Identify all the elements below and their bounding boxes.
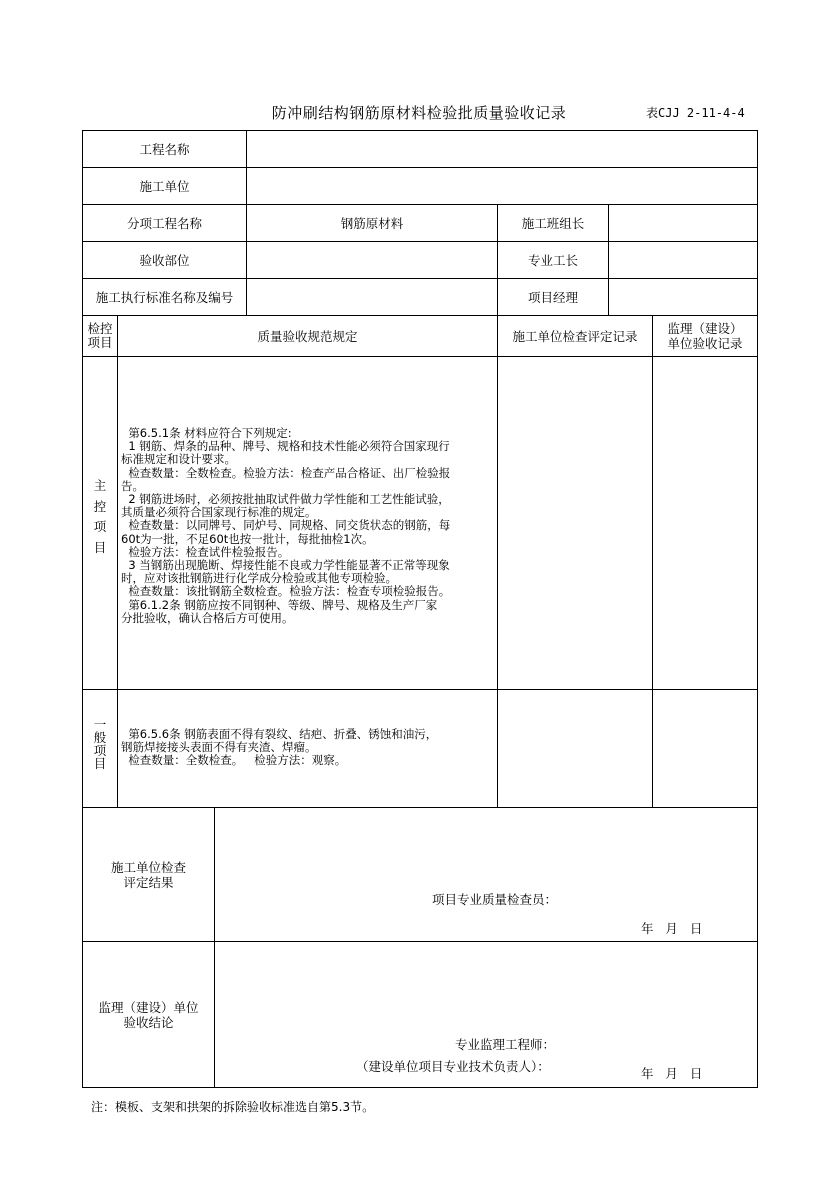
standard-label: 施工执行标准名称及编号 — [95, 289, 234, 305]
project-name-value[interactable] — [247, 131, 757, 167]
team-leader-value[interactable] — [609, 205, 757, 241]
main-items-spec: 第6.5.1条 材料应符合下列规定: 1 钢筋、焊条的品种、牌号、规格和技术性能必须符合国家现行 标准规定和设计要求。 检查数量：全数检查。检验方法：检查产品合格证、出厂检验报 告。 2 钢筋进场时，必须按批抽取试件做力学性能和工艺性能试验， 其质量必须符合国家现行标准的规定。 检查数量：以同牌号、同炉号、同规格、同交货状态的钢筋，每 60t为一批，不足60t也按一批计，每批抽检1次。 检验方法：检查试件检验报告。 3 当钢筋出现脆断、焊接性能不良或力学性能显著不正常等现象 时，应对该批钢筋进行化学成分检验或其他专项检验。 检查数量：该批钢筋全数检查。检验方法：检查专项检验报告。 第6.1.2条 钢筋应按不同钢种、等级、牌号、规格及生产厂家 分批验收，确认合格后方可使用。 — [121, 426, 451, 625]
contractor-result-label: 施工单位检查 评定结果 — [110, 859, 186, 890]
supervisor-date: 年 月 日 — [641, 1065, 703, 1081]
main-items-contractor-record[interactable] — [498, 357, 652, 689]
inspection-part-value[interactable] — [247, 242, 497, 278]
quality-inspector-label: 项目专业质量检查员： — [432, 891, 558, 907]
general-items-label: 一 般 项 目 — [93, 717, 107, 771]
sub-project-label: 分项工程名称 — [126, 215, 202, 231]
col-divider — [214, 807, 215, 1087]
contractor-record-header: 施工单位检查评定记录 — [512, 328, 638, 344]
contractor-date: 年 月 日 — [641, 920, 703, 936]
owner-representative-label: （建设单位项目专业技术负责人）： — [356, 1058, 550, 1074]
page-title: 防冲刷结构钢筋原材料检验批质量验收记录 — [271, 104, 567, 122]
col-divider — [117, 315, 118, 807]
supervisor-record-header: 监理（建设） 单位验收记录 — [667, 321, 743, 351]
general-items-contractor-record[interactable] — [498, 690, 652, 807]
foreman-value[interactable] — [609, 242, 757, 278]
manager-value[interactable] — [609, 279, 757, 315]
team-leader-label: 施工班组长 — [521, 215, 585, 231]
general-items-spec: 第6.5.6条 钢筋表面不得有裂纹、结疤、折叠、锈蚀和油污， 钢筋焊接接头表面不得有夹渣、焊瘤。 检查数量：全数检查。 检验方法：观察。 — [121, 727, 438, 768]
project-name-label: 工程名称 — [139, 141, 190, 157]
general-items-supervisor-record[interactable] — [653, 690, 757, 807]
table-border-right — [757, 130, 758, 1088]
manager-label: 项目经理 — [527, 289, 578, 305]
construction-unit-value[interactable] — [247, 168, 757, 204]
main-items-label: 主 控 项 目 — [93, 478, 107, 555]
spec-column-header: 质量验收规范规定 — [257, 328, 358, 344]
supervisor-result-label: 监理（建设）单位 验收结论 — [98, 999, 199, 1030]
main-items-supervisor-record[interactable] — [653, 357, 757, 689]
footer-note: 注：模板、支架和拱架的拆除验收标准选自第5.3节。 — [91, 1100, 375, 1114]
construction-unit-label: 施工单位 — [139, 178, 190, 194]
inspection-part-label: 验收部位 — [139, 252, 190, 268]
sub-project-value[interactable]: 钢筋原材料 — [340, 215, 404, 231]
form-code: 表CJJ 2-11-4-4 — [646, 106, 745, 120]
supervising-engineer-label: 专业监理工程师： — [455, 1036, 556, 1052]
item-column-header: 检控 项目 — [87, 321, 113, 350]
foreman-label: 专业工长 — [527, 252, 578, 268]
standard-value[interactable] — [247, 279, 497, 315]
table-border-bottom — [82, 1087, 758, 1088]
